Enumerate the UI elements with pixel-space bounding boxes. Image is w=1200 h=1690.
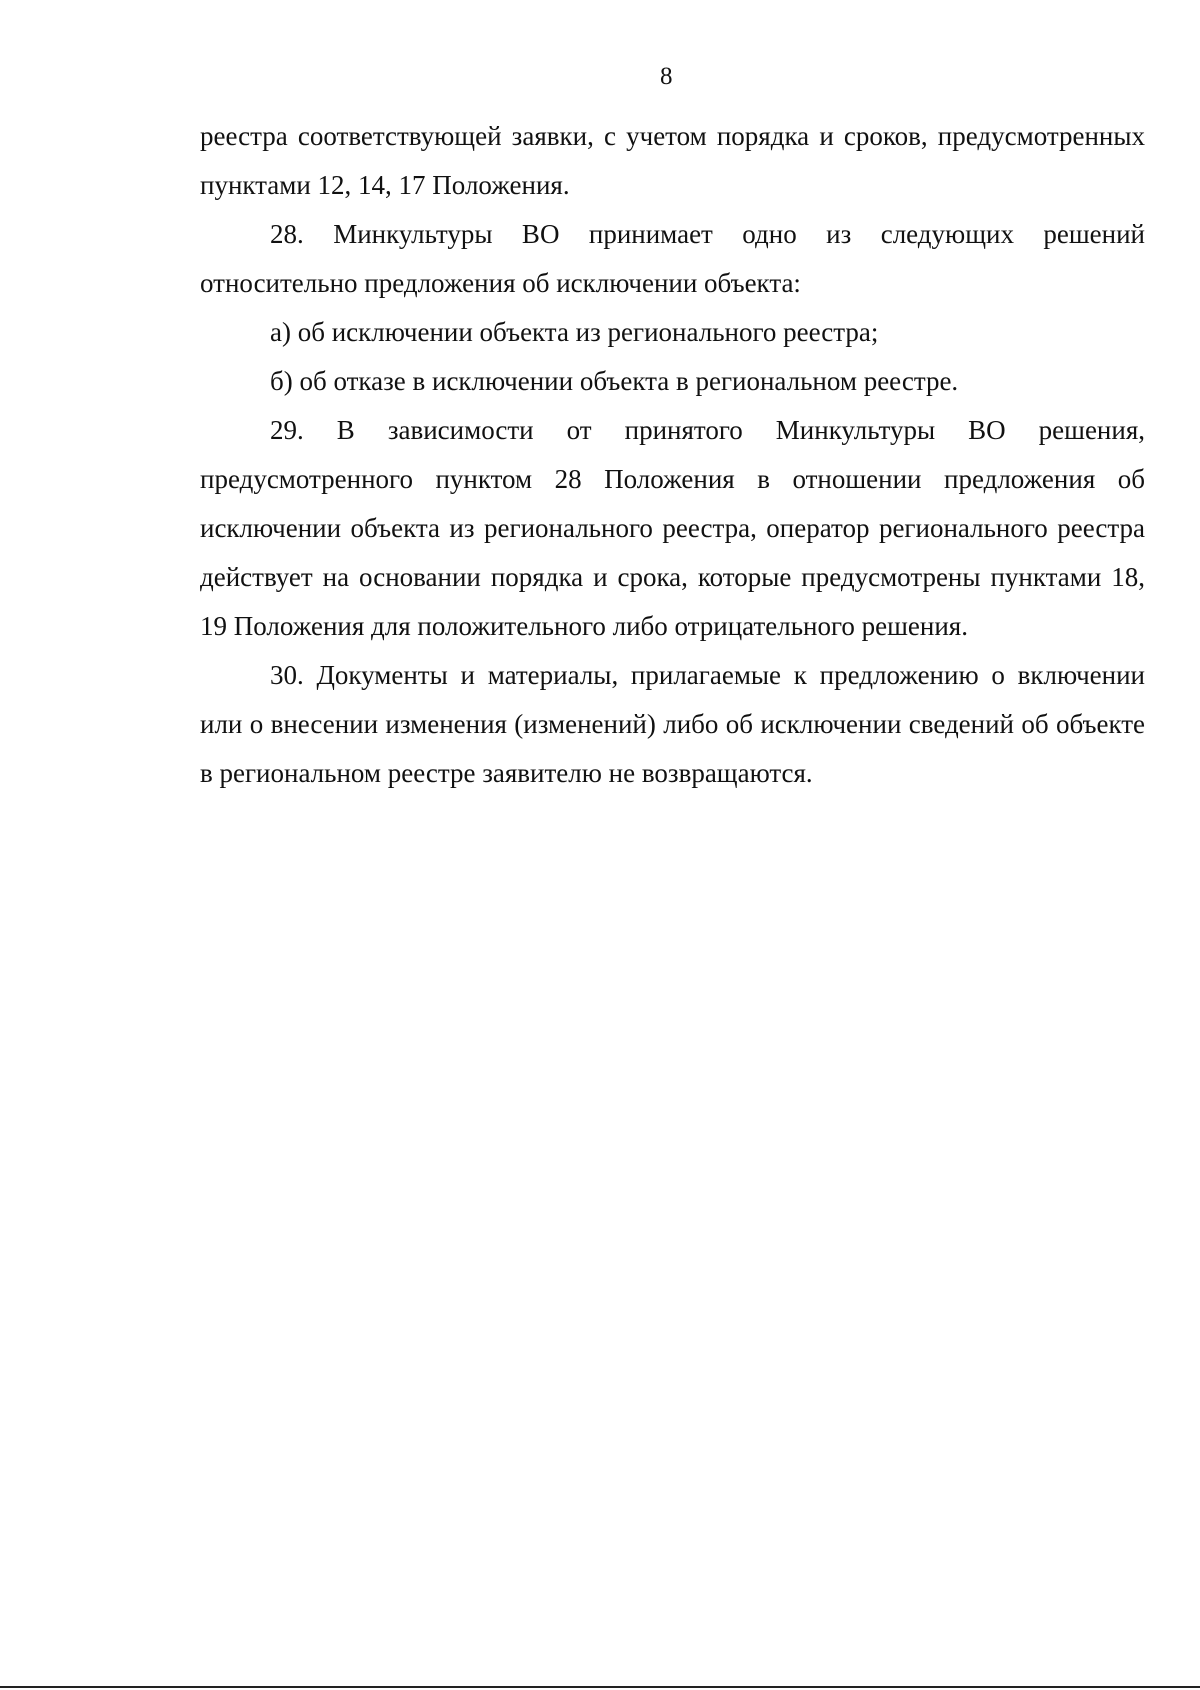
bottom-scan-edge-line bbox=[0, 1686, 1200, 1688]
paragraph-28-item-a: а) об исключении объекта из регионального реестра; bbox=[270, 317, 879, 347]
paragraph-28: 28. Минкультуры ВО принимает одно из следующих решений относительно предложения об исключении объекта: bbox=[200, 219, 1145, 298]
page-number: 8 bbox=[660, 63, 673, 90]
paragraph-29: 29. В зависимости от принятого Минкультуры ВО решения, предусмотренного пунктом 28 Положения в отношении предложения об исключении объекта из регионального реестра, оператор регионального реестра действует на основании порядка и срока, которые предусмотрены пунктами 18, 19 Положения для положительного либо отрицательного решения. bbox=[200, 415, 1145, 641]
paragraph-28-item-b: б) об отказе в исключении объекта в региональном реестре. bbox=[270, 366, 959, 396]
document-body bbox=[200, 112, 1145, 798]
paragraph-continuation: реестра соответствующей заявки, с учетом порядка и сроков, предусмотренных пунктами 12, 14, 17 Положения. bbox=[200, 121, 1145, 200]
paragraph-30: 30. Документы и материалы, прилагаемые к предложению о включении или о внесении изменения (изменений) либо об исключении сведений об объекте в региональном реестре заявителю не возвращаются. bbox=[200, 660, 1145, 788]
